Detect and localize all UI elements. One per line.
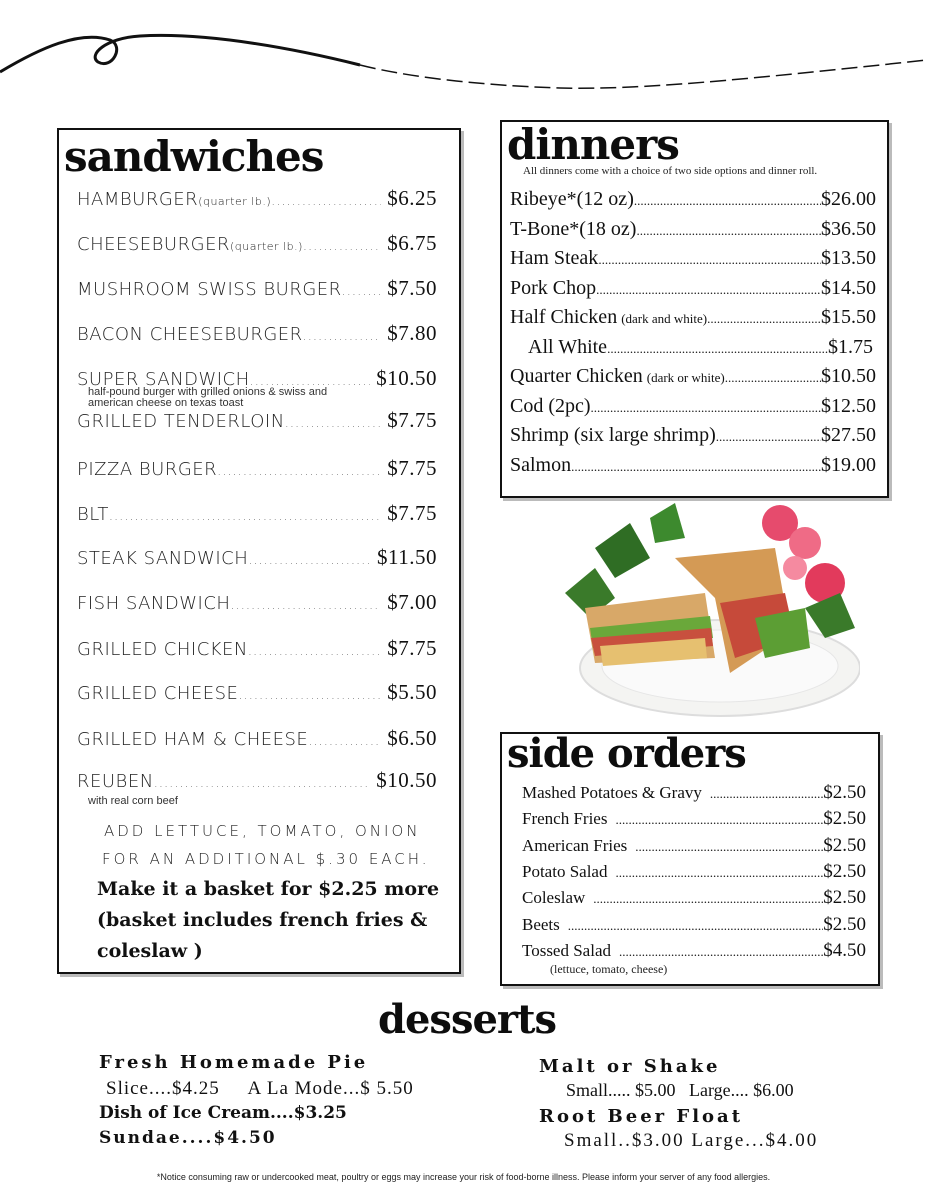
- dot-leader: [615, 812, 823, 828]
- dinner-price: $10.50: [821, 365, 876, 387]
- side-order-price: $2.50: [823, 834, 866, 856]
- sandwich-name: GRILLED HAM & CHEESE: [77, 729, 309, 750]
- sandwich-item: [77, 680, 437, 705]
- dot-leader: [109, 509, 381, 524]
- sandwich-price: $7.80: [387, 321, 437, 345]
- dinner-price: $13.50: [821, 247, 876, 269]
- sandwich-price: $7.75: [387, 636, 437, 660]
- sandwich-qualifier: (quarter lb.): [198, 195, 272, 208]
- ice-cream-price: Dish of Ice Cream....$3.25: [99, 1103, 347, 1123]
- dinner-price: $12.50: [821, 394, 876, 417]
- side-order-price: $2.50: [823, 860, 866, 882]
- pie-prices: Slice....$4.25 A La Mode...$ 5.50: [106, 1078, 414, 1099]
- dinner-item: [510, 424, 876, 447]
- sandwich-name: STEAK SANDWICH: [77, 548, 249, 569]
- dinner-name: All White: [528, 335, 608, 358]
- sandwich-price: $10.50: [376, 366, 437, 390]
- dinner-item: [510, 247, 876, 270]
- dot-leader: [615, 865, 823, 881]
- side-order-name: Mashed Potatoes & Gravy: [522, 783, 702, 802]
- dinner-qualifier: (dark or white): [646, 370, 725, 385]
- decorative-swoosh: [0, 0, 927, 120]
- reuben-description: with real corn beef: [88, 795, 178, 807]
- side-order-item: [522, 808, 866, 830]
- dot-leader: [725, 370, 821, 386]
- sandwich-name: PIZZA BURGER: [77, 459, 218, 480]
- sandwich-price: $7.50: [387, 276, 437, 300]
- sandwich-price: $6.50: [387, 726, 437, 750]
- dinner-name: Quarter Chicken: [510, 365, 643, 387]
- dinner-name: Ham Steak: [510, 247, 599, 269]
- sandwich-name: GRILLED CHEESE: [77, 683, 239, 704]
- dinner-name: Shrimp (six large shrimp): [510, 424, 716, 446]
- sandwich-price: $11.50: [377, 545, 437, 569]
- side-order-name: Beets: [522, 914, 560, 934]
- dinner-price: $19.00: [821, 453, 876, 476]
- dinner-price: $27.50: [821, 424, 876, 446]
- dinner-item: [510, 306, 876, 329]
- side-order-name: Tossed Salad: [522, 940, 611, 960]
- dot-leader: [619, 944, 823, 960]
- addon-line-2: FOR AN ADDITIONAL $.30 EACH.: [102, 850, 430, 868]
- side-order-name: Coleslaw: [522, 888, 586, 908]
- dinner-name: T-Bone*(18 oz): [510, 217, 637, 240]
- pie-heading: Fresh Homemade Pie: [99, 1052, 369, 1073]
- dot-leader: [303, 329, 382, 344]
- dot-leader: [285, 416, 382, 431]
- dot-leader: [248, 644, 381, 659]
- sandwich-item: [77, 231, 437, 256]
- dinner-item: [510, 395, 876, 418]
- dinner-item: [510, 454, 876, 477]
- sandwich-name: BACON CHEESEBURGER: [77, 324, 303, 345]
- sandwich-item: [77, 590, 437, 615]
- side-order-item: [522, 914, 866, 936]
- sandwich-name: GRILLED TENDERLOIN: [77, 411, 285, 432]
- sandwich-item: [77, 276, 437, 301]
- side-order-price: $4.50: [823, 939, 866, 961]
- sandwich-price: $6.75: [387, 231, 437, 255]
- dinner-item: [510, 188, 876, 211]
- side-order-item: [522, 835, 866, 857]
- side-order-price: $2.50: [823, 808, 866, 830]
- sandwich-price: $7.75: [387, 501, 437, 525]
- dot-leader: [230, 598, 381, 613]
- dinner-price: $26.00: [821, 188, 876, 210]
- dinner-price: $14.50: [821, 276, 876, 299]
- sandwich-price: $7.00: [387, 590, 437, 614]
- malt-prices: Small..... $5.00 Large.... $6.00: [566, 1080, 794, 1100]
- dinner-price: $36.50: [821, 217, 876, 240]
- sundae-price: Sundae....$4.50: [99, 1128, 277, 1148]
- dinner-price: $15.50: [821, 306, 876, 328]
- sandwich-name: FISH SANDWICH: [77, 593, 231, 614]
- side-order-item: [522, 887, 866, 909]
- dinner-name: Cod (2pc): [510, 394, 591, 417]
- dot-leader: [636, 223, 821, 239]
- sandwich-name: REUBEN: [77, 771, 154, 792]
- dinner-item: [510, 277, 876, 300]
- sandwich-item: [77, 456, 437, 481]
- dinner-item: [528, 336, 873, 359]
- sandwich-item: [77, 321, 437, 346]
- sandwich-name: GRILLED CHICKEN: [77, 639, 248, 660]
- sandwich-price: $5.50: [387, 680, 437, 704]
- side-order-item: [522, 940, 866, 962]
- side-order-item: [522, 782, 866, 804]
- dot-leader: [710, 786, 823, 802]
- sandwiches-title: sandwiches: [64, 132, 324, 181]
- dinners-subtitle: All dinners come with a choice of two side options and dinner roll.: [523, 165, 818, 177]
- dot-leader: [217, 464, 381, 479]
- dot-leader: [593, 891, 823, 907]
- sandwich-name: CHEESEBURGER: [77, 234, 230, 255]
- sandwich-name: HAMBURGER: [77, 189, 199, 210]
- dot-leader: [568, 918, 823, 934]
- dot-leader: [635, 839, 823, 855]
- dot-leader: [598, 252, 821, 268]
- sandwich-item: [77, 408, 437, 433]
- dinner-name: Salmon: [510, 453, 572, 476]
- sandwich-price: $10.50: [376, 768, 437, 792]
- dot-leader: [248, 553, 371, 568]
- dot-leader: [342, 284, 382, 299]
- dot-leader: [707, 311, 821, 327]
- side-order-item: [522, 861, 866, 883]
- tossed-salad-description: (lettuce, tomato, cheese): [550, 962, 668, 976]
- dot-leader: [716, 429, 821, 445]
- sandwich-name: MUSHROOM SWISS BURGER: [77, 279, 342, 300]
- float-prices: Small..$3.00 Large...$4.00: [564, 1130, 819, 1151]
- side-order-name: Potato Salad: [522, 861, 608, 881]
- sandwich-price: $6.25: [387, 186, 437, 210]
- sandwich-item: [77, 726, 437, 751]
- dot-leader: [571, 459, 821, 475]
- sandwich-qualifier: (quarter lb.): [229, 240, 303, 253]
- sandwich-photo: [555, 498, 860, 726]
- sandwich-item: [77, 768, 437, 793]
- dot-leader: [591, 400, 821, 416]
- dot-leader: [607, 341, 828, 357]
- dinner-qualifier: (dark and white): [621, 311, 708, 326]
- side-order-name: French Fries: [522, 809, 608, 829]
- dinner-item: [510, 218, 876, 241]
- side-order-name: American Fries: [522, 835, 628, 855]
- dinner-item: [510, 365, 876, 388]
- malt-heading: Malt or Shake: [539, 1056, 721, 1077]
- side-orders-title: side orders: [507, 730, 746, 777]
- basket-note: Make it a basket for $2.25 more (basket includes french fries & coleslaw ): [97, 878, 440, 962]
- allergy-notice: *Notice consuming raw or undercooked meat, poultry or eggs may increase your risk of food-borne illness. Please inform your server of any food allergies.: [156, 1172, 771, 1182]
- sandwich-name: SUPER SANDWICH: [77, 369, 250, 390]
- dinner-price: $1.75: [828, 335, 873, 358]
- sandwich-item: [77, 545, 437, 570]
- side-order-price: $2.50: [823, 782, 866, 803]
- dinner-name: Ribeye*(12 oz): [510, 188, 634, 210]
- dinners-title: dinners: [507, 120, 679, 169]
- dot-leader: [238, 688, 381, 703]
- dinner-name: Pork Chop: [510, 276, 597, 299]
- super-sandwich-description: half-pound burger with grilled onions & swiss and american cheese on texas toast: [88, 386, 328, 409]
- dot-leader: [634, 193, 821, 209]
- sandwich-item: [77, 186, 437, 211]
- dot-leader: [271, 194, 381, 209]
- sandwich-item: [77, 636, 437, 661]
- sandwich-price: $7.75: [387, 456, 437, 480]
- sandwich-item: [77, 501, 437, 526]
- dot-leader: [303, 239, 381, 254]
- dinner-name: Half Chicken: [510, 306, 618, 328]
- sandwich-price: $7.75: [387, 408, 437, 432]
- dot-leader: [154, 776, 371, 791]
- side-order-price: $2.50: [823, 887, 866, 909]
- side-order-price: $2.50: [823, 913, 866, 935]
- float-heading: Root Beer Float: [539, 1106, 744, 1127]
- dot-leader: [308, 734, 381, 749]
- sandwich-name: BLT: [77, 504, 109, 525]
- dot-leader: [596, 282, 821, 298]
- desserts-title: desserts: [378, 996, 556, 1043]
- addon-line-1: ADD LETTUCE, TOMATO, ONION: [104, 822, 421, 840]
